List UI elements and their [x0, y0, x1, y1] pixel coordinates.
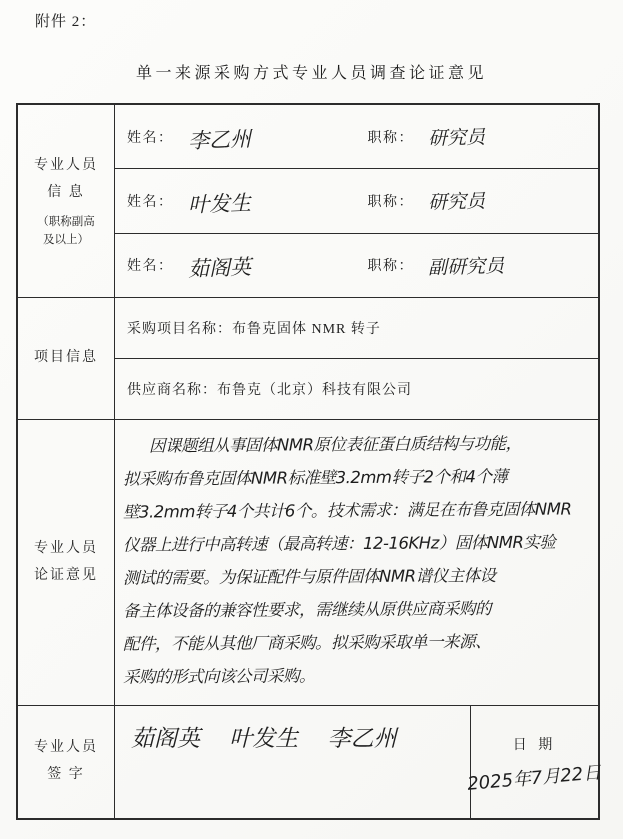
date-label: 日 期: [512, 738, 557, 753]
page-title: 单一来源采购方式专业人员调查论证意见: [135, 65, 487, 82]
opinion-row: [18, 419, 598, 705]
project-info-label: 项目信息: [34, 350, 98, 366]
project-info-row: [18, 297, 598, 419]
opinion-form-table: [16, 103, 603, 820]
personnel-row-3: [115, 233, 598, 297]
personnel-label-note: （职称副高 及以上）: [37, 216, 95, 246]
supplier-name-row: [115, 358, 598, 419]
signature-label-line2: 签 字: [47, 767, 85, 782]
project-info-rows: [115, 298, 598, 419]
handwritten-title-1: 研究员: [427, 126, 486, 150]
opinion-line-5: 测试的需要。为保证配件与原件固体NMR谱仪主体设: [122, 566, 496, 588]
supplier-name-text: 供应商名称：布鲁克（北京）科技有限公司: [127, 383, 412, 398]
personnel-row-1: [115, 105, 598, 168]
attachment-label: 附件 2：: [35, 14, 97, 30]
handwritten-date: 2025年7月22日: [466, 762, 603, 795]
opinion-line-1: 因课题组从事固体NMR原位表征蛋白质结构与功能，: [148, 433, 522, 456]
opinion-line-2: 拟采购布鲁克固体NMR标准壁3.2mm转子2个和4个薄: [122, 466, 508, 489]
personnel-info-row: [18, 105, 598, 297]
personnel-row-2: [115, 168, 598, 232]
opinion-line-8: 采购的形式向该公司采购。: [122, 666, 316, 687]
opinion-label-cell: [18, 420, 115, 705]
project-info-label-cell: [18, 298, 115, 419]
handwritten-opinion-cell: [115, 420, 598, 705]
opinion-line-6: 备主体设备的兼容性要求，需继续从原供应商采购的: [122, 599, 492, 621]
opinion-line-4: 仪器上进行中高转速（最高转速：12-16KHz）固体NMR实验: [122, 532, 556, 555]
title-label-3: 职称：: [367, 259, 414, 275]
title-label-2: 职称：: [367, 194, 414, 210]
opinion-line-3: 壁3.2mm转子4个共计6个。技术需求：满足在布鲁克固体NMR: [122, 499, 572, 522]
personnel-info-label-cell: [18, 105, 115, 297]
name-label-1: 姓名：: [127, 130, 174, 146]
handwritten-title-2: 研究员: [427, 190, 486, 215]
opinion-line-7: 配件，不能从其他厂商采购。拟采购采取单一来源、: [122, 632, 492, 654]
handwritten-name-3: 茹阁英: [187, 255, 251, 282]
name-label-3: 姓名：: [127, 259, 174, 275]
handwritten-signatures-cell: [115, 706, 471, 818]
date-cell: [466, 706, 603, 818]
personnel-label-line1: 专业人员: [34, 158, 98, 174]
signature-row: [18, 705, 603, 818]
handwritten-name-2: 叶发生: [187, 190, 251, 218]
handwritten-name-1: 李乙州: [187, 126, 251, 153]
title-label-1: 职称：: [367, 130, 414, 146]
handwritten-signatures: 茹阁英 叶发生 李乙州: [131, 726, 397, 752]
opinion-label-line2: 论证意见: [34, 567, 98, 583]
personnel-label-line2: 信 息: [47, 184, 85, 200]
project-name-row: [115, 298, 598, 358]
signature-label-cell: [18, 706, 115, 818]
opinion-label-line1: 专业人员: [34, 540, 98, 556]
signature-label-line1: 专业人员: [34, 740, 98, 756]
project-name-text: 采购项目名称：布鲁克固体 NMR 转子: [127, 322, 381, 337]
name-label-2: 姓名：: [127, 194, 174, 210]
handwritten-title-3: 副研究员: [427, 254, 505, 279]
personnel-name-rows: [115, 105, 598, 297]
